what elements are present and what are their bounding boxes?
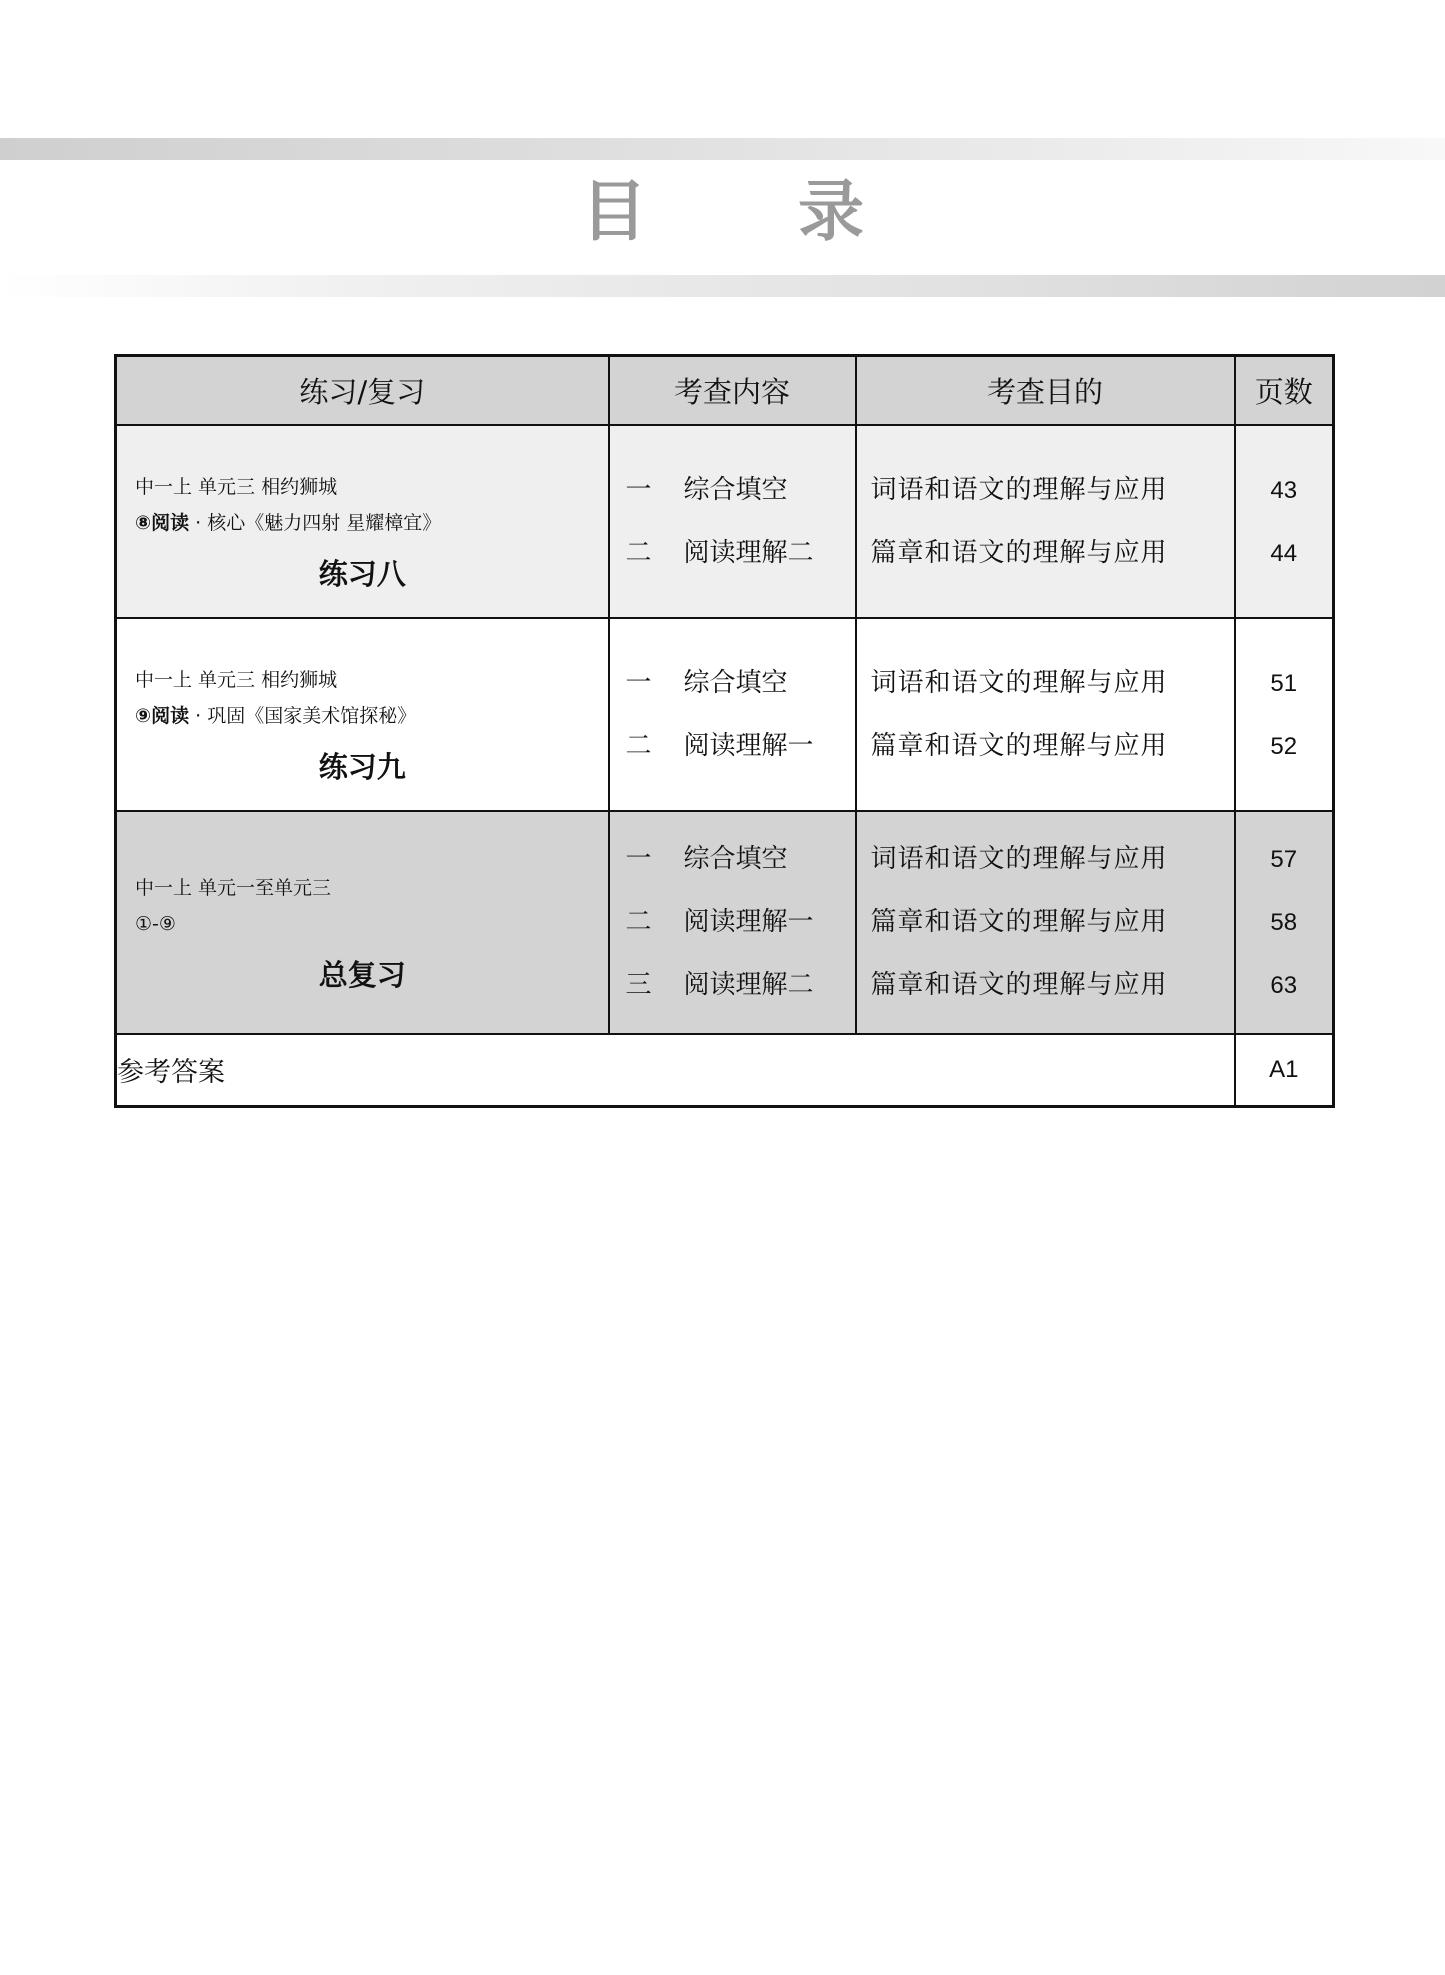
reading-title: ①-⑨ (135, 912, 176, 935)
unit-line: 中一上 单元三 相约狮城 (135, 668, 338, 691)
content-item: 三 阅读理解二 (625, 970, 814, 1000)
header-page: 页数 (1235, 356, 1334, 426)
purpose-item: 篇章和语文的理解与应用 (870, 907, 1168, 937)
content-item: 二 阅读理解二 (625, 537, 814, 568)
page-title: 目 录 (581, 173, 928, 250)
exercise-name: 总复习 (318, 957, 406, 992)
table-row (116, 811, 1334, 1034)
content-item: 二 阅读理解一 (625, 730, 814, 761)
decorative-band-top (0, 138, 1445, 160)
purpose-item: 篇章和语文的理解与应用 (870, 730, 1168, 761)
content-item: 二 阅读理解一 (625, 907, 814, 937)
reading-line (117, 695, 608, 731)
toc-table (114, 354, 1335, 1108)
decorative-band-bottom (0, 275, 1445, 297)
table-row (116, 425, 1334, 618)
purpose-item: 词语和语文的理解与应用 (870, 474, 1168, 505)
header-practice: 练习/复习 (116, 356, 609, 426)
purpose-item: 词语和语文的理解与应用 (870, 844, 1168, 874)
content-cell (609, 425, 856, 618)
content-item: 一 综合填空 (625, 474, 788, 505)
reading-line (117, 903, 608, 939)
header-purpose: 考查目的 (856, 356, 1235, 426)
purpose-item: 篇章和语文的理解与应用 (870, 537, 1168, 568)
exercise-name: 练习八 (318, 556, 406, 591)
page-cell (1235, 618, 1334, 811)
reading-title: · 核心《魅力四射 星耀樟宜》 (189, 511, 442, 534)
answer-label: 参考答案 (116, 1034, 1235, 1106)
lesson-cell (116, 811, 609, 1034)
table-header-row (116, 356, 1334, 426)
content-cell (609, 811, 856, 1034)
page-number[interactable]: 43 (1270, 476, 1298, 504)
reading-line (117, 502, 608, 538)
page-number[interactable]: 58 (1270, 909, 1298, 936)
content-item: 一 综合填空 (625, 844, 788, 874)
page-cell (1235, 425, 1334, 618)
purpose-item: 篇章和语文的理解与应用 (870, 970, 1168, 1000)
purpose-cell (856, 811, 1235, 1034)
lesson-cell (116, 618, 609, 811)
reading-title: · 巩固《国家美术馆探秘》 (189, 704, 417, 727)
answer-page-number[interactable]: A1 (1235, 1034, 1334, 1106)
content-item: 一 综合填空 (625, 667, 788, 698)
exercise-name: 练习九 (318, 749, 406, 784)
page-cell (1235, 811, 1334, 1034)
reading-prefix: ⑧阅读 (135, 511, 190, 534)
purpose-cell (856, 618, 1235, 811)
purpose-item: 词语和语文的理解与应用 (870, 667, 1168, 698)
page-number[interactable]: 57 (1270, 846, 1298, 873)
table-row (116, 618, 1334, 811)
unit-line: 中一上 单元一至单元三 (135, 876, 332, 899)
page-number[interactable]: 52 (1270, 732, 1298, 760)
table-row-answer (116, 1034, 1334, 1106)
lesson-cell (116, 425, 609, 618)
content-cell (609, 618, 856, 811)
purpose-cell (856, 425, 1235, 618)
page-number[interactable]: 51 (1270, 669, 1298, 697)
reading-prefix: ⑨阅读 (135, 704, 190, 727)
header-content: 考查内容 (609, 356, 856, 426)
page-number[interactable]: 63 (1270, 972, 1298, 999)
unit-line: 中一上 单元三 相约狮城 (135, 475, 338, 498)
page-number[interactable]: 44 (1270, 539, 1298, 567)
